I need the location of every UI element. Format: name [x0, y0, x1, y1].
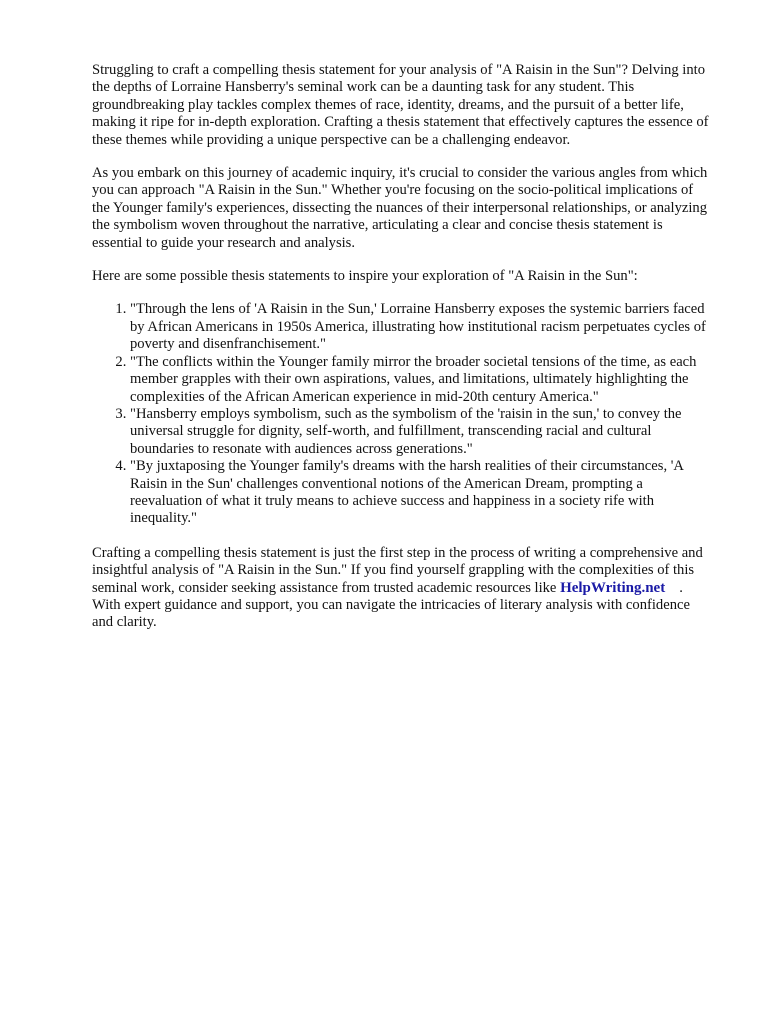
helpwriting-link[interactable]: HelpWriting.net: [560, 579, 666, 596]
thesis-item: 3. "Hansberry employs symbolism, such as the symbolism of the 'raisin in the sun,' to convey the universal struggle for dignity, self-worth, and fulfillment, transcending racial and cultural boundaries to resonate with audiences across generations.": [130, 406, 712, 458]
intro-paragraph: Struggling to craft a compelling thesis statement for your analysis of "A Raisin in the Sun"? Delving into the depths of Lorraine Hansberry's seminal work can be a daunting task for any student. This groundbreaking play tackles complex themes of race, identity, dreams, and the pursuit of a better life, making it ripe for in-depth exploration. Crafting a thesis statement that effectively captures the essence of these themes while providing a unique perspective can be a challenging endeavor.: [92, 62, 709, 148]
closing-paragraph: [92, 545, 712, 632]
document-page: [92, 62, 712, 648]
thesis-item: 2. "The conflicts within the Younger family mirror the broader societal tensions of the time, as each member grapples with their own aspirations, values, and limitations, ultimately highlighting the complexities of the African American experience in mid-20th century America.": [130, 354, 712, 406]
thesis-list: [92, 301, 712, 527]
closing-text-before-link: Crafting a compelling thesis statement is just the first step in the process of writing a comprehensive and insightful analysis of "A Raisin in the Sun." If you find yourself grappling with the complexities of this seminal work, consider seeking assistance from trusted academic resources like: [92, 544, 703, 596]
list-intro-paragraph: Here are some possible thesis statements to inspire your exploration of "A Raisin in the Sun":: [92, 268, 638, 285]
thesis-item: 4. "By juxtaposing the Younger family's dreams with the harsh realities of their circumstances, 'A Raisin in the Sun' challenges conventional notions of the American Dream, prompting a reevaluation of what it truly means to achieve success and happiness in a society rife with inequality.": [130, 458, 712, 528]
closing-text-after-link: . With expert guidance and support, you can navigate the intricacies of literary analysis with confidence and clarity.: [92, 579, 690, 631]
approach-paragraph: As you embark on this journey of academic inquiry, it's crucial to consider the various angles from which you can approach "A Raisin in the Sun." Whether you're focusing on the socio-political implications of the Younger family's experiences, dissecting the nuances of their interpersonal relationships, or analyzing the symbolism woven throughout the narrative, articulating a clear and concise thesis statement is essential to guide your research and analysis.: [92, 165, 708, 251]
thesis-item: 1. "Through the lens of 'A Raisin in the Sun,' Lorraine Hansberry exposes the systemic barriers faced by African Americans in 1950s America, illustrating how institutional racism perpetuates cycles of poverty and disenfranchisement.": [130, 301, 712, 353]
